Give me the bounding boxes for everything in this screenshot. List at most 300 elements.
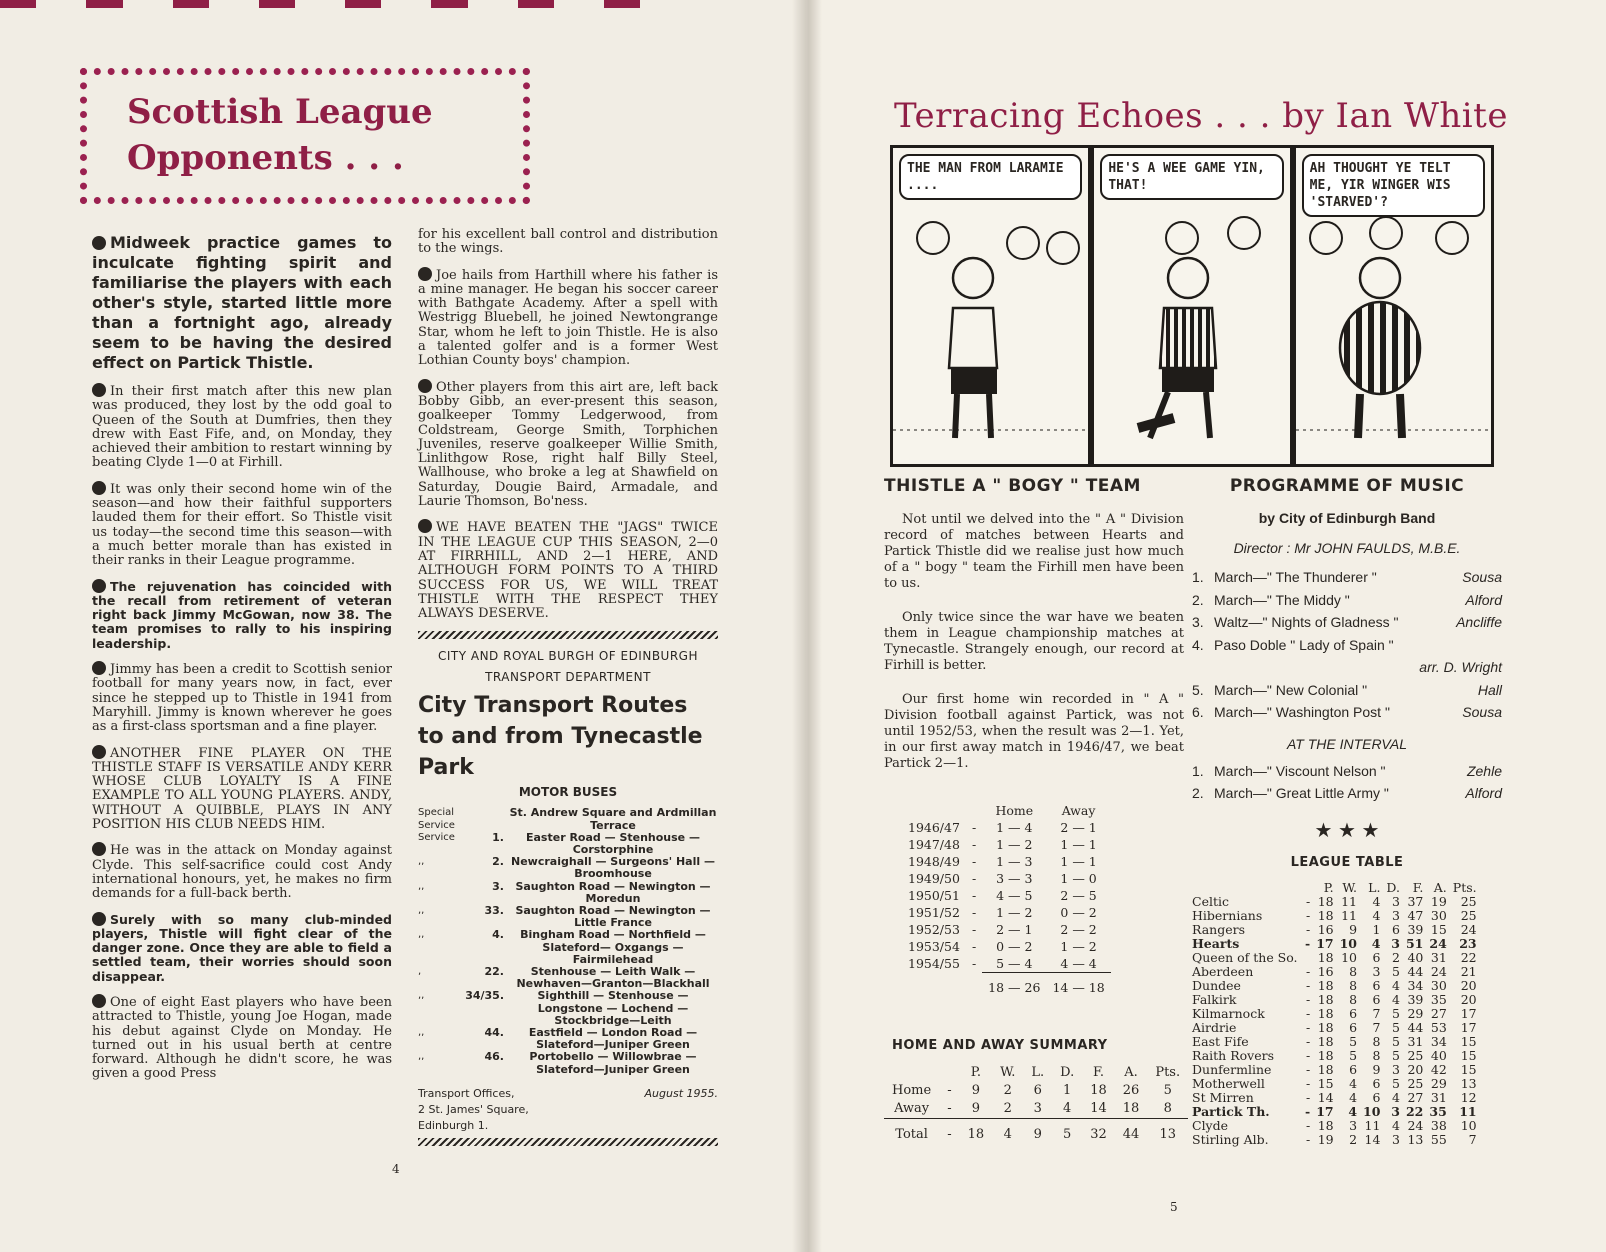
table-cell: 34 (1430, 1033, 1447, 1049)
speech-bubble-3: AH THOUGHT YE TELT ME, YIR WINGER WIS 'STARVED'? (1302, 154, 1485, 217)
table-cell: 8 (1349, 977, 1358, 993)
table-cell: 30 (1430, 977, 1447, 993)
table-cell: 2 — 5 (1060, 888, 1097, 903)
route-text: Eastfield — London Road — Slateford—Juniper Green (528, 1025, 698, 1052)
table-cell: 18 (1317, 1061, 1334, 1077)
table-cell: 22 (1405, 1103, 1424, 1119)
top-decoration (0, 0, 640, 8)
table-cell: 19 (1430, 893, 1447, 909)
table-cell: 1950/51 (908, 888, 960, 903)
team-name: Aberdeen (1192, 963, 1254, 979)
page-number: 5 (1170, 1200, 1178, 1214)
table-cell: 1 — 2 (996, 837, 1033, 852)
team-name: Kilmarnock (1192, 1005, 1265, 1021)
article-paragraph: for his excellent ball control and distribution to the wings. (418, 227, 718, 257)
table-row (884, 1100, 1188, 1119)
bullet-icon (92, 661, 106, 675)
table-cell: 17 (1316, 935, 1334, 951)
table-cell: 18 (1317, 907, 1334, 923)
list-item (1192, 760, 1502, 783)
speech-bubble-2: HE'S A WEE GAME YIN, THAT! (1100, 154, 1283, 200)
table-cell: 18 (1317, 1117, 1334, 1133)
table-header: L. (1368, 879, 1381, 895)
table-row (1192, 1021, 1480, 1035)
table-cell: 10 (1341, 949, 1358, 965)
table-row (1192, 909, 1480, 923)
article-paragraph: Jimmy has been a credit to Scottish senior football for many years now, in fact, ever since he stepped up to Thistle in 1941 from Maryhill. Jimmy is known wherever he goes as a first-class sportsman and a fine player. (92, 662, 392, 735)
table-cell: 6 (1033, 1082, 1042, 1098)
table-cell: - (1305, 1047, 1311, 1063)
table-cell: - (1305, 991, 1311, 1007)
table-cell: 4 (1372, 907, 1381, 923)
team-name: Dunfermline (1192, 1061, 1272, 1077)
route-row (418, 807, 718, 831)
table-cell: 6 (1392, 921, 1400, 937)
cartoon-panel-2 (1094, 148, 1295, 464)
transport-subtitle: MOTOR BUSES (518, 785, 618, 800)
route-number: 2. (492, 855, 504, 869)
bullet-icon (92, 994, 106, 1008)
table-cell: - (971, 871, 977, 886)
table-cell: 1948/49 (908, 854, 960, 869)
item-title (1214, 656, 1419, 679)
table-row (1192, 1035, 1480, 1049)
cartoon-panel-3 (1296, 148, 1491, 464)
table-cell: 9 (971, 1100, 980, 1116)
table-cell: - (971, 820, 977, 835)
table-cell: - (1305, 1019, 1311, 1035)
item-number (1192, 656, 1214, 679)
bullet-icon (92, 842, 106, 856)
table-header: Home (995, 803, 1034, 818)
table-cell: 11 (1459, 1103, 1477, 1119)
table-cell: 34 (1407, 977, 1424, 993)
table-cell: 4 (1392, 1089, 1400, 1105)
team-name: Stirling Alb. (1192, 1131, 1269, 1147)
bogy-heading: THISTLE A " BOGY " TEAM (884, 476, 1141, 496)
route-number: 33. (484, 903, 504, 917)
route-tag: ,, (418, 1026, 425, 1038)
table-cell: 0 — 2 (1060, 905, 1097, 920)
route-text: Bingham Road — Northfield — Slateford— Oxgangs — Fairmilehead (520, 928, 706, 966)
table-cell: - (1305, 977, 1311, 993)
table-cell: 4 (1372, 893, 1381, 909)
table-cell (1302, 951, 1313, 965)
table-cell: 18 (1122, 1100, 1140, 1116)
bullet-icon (92, 481, 106, 495)
table-cell: - (1305, 1075, 1311, 1091)
bullet-icon (92, 383, 106, 397)
table-cell: 40 (1407, 949, 1424, 965)
table-cell: 42 (1430, 1061, 1447, 1077)
route-tag: ,, (418, 856, 425, 868)
table-cell: 13 (1460, 1075, 1477, 1091)
table-row (1192, 1133, 1480, 1147)
summary-table (884, 1064, 1188, 1145)
route-row (418, 966, 718, 990)
table-cell: 22 (1460, 949, 1477, 965)
table-cell: 27 (1407, 1089, 1424, 1105)
table-cell: 4 (1392, 977, 1400, 993)
page-title-line1: Scottish League (127, 92, 433, 132)
table-cell: - (1305, 893, 1311, 909)
table-cell: - (1305, 1061, 1311, 1077)
table-header: D. (1386, 879, 1400, 895)
item-title: March—" Great Little Army " (1214, 785, 1389, 801)
table-cell: 5 (1392, 1075, 1400, 1091)
page-title: Terracing Echoes . . . by Ian White (894, 96, 1508, 136)
table-cell: 1 — 2 (996, 905, 1033, 920)
table-row (1192, 937, 1480, 951)
table-cell: 6 (1372, 991, 1381, 1007)
team-name: Celtic (1192, 893, 1229, 909)
music-heading: PROGRAMME OF MUSIC (1229, 476, 1465, 496)
right-page (806, 0, 1606, 1252)
table-cell: 18 (1317, 1033, 1334, 1049)
item-number: 3. (1192, 614, 1204, 630)
table-cell: 44 (1122, 1127, 1140, 1142)
article-paragraph: ANOTHER FINE PLAYER ON THE THISTLE STAFF IS VERSATILE ANDY KERR WHOSE CLUB LOYALTY IS A FINE EXAMPLE TO ALL YOUNG PLAYERS. ANDY, WITHOUT A QUIBBLE, PLAYS IN ANY POSITION HIS CLUB NEEDS HIM. (92, 745, 392, 833)
table-cell: 14 (1090, 1100, 1107, 1116)
table-header: D. (1060, 1064, 1075, 1080)
team-name: Falkirk (1192, 991, 1237, 1007)
table-cell: 18 (1317, 977, 1334, 993)
item-title: March—" Viscount Nelson " (1214, 762, 1386, 779)
table-cell: 5 (1349, 1033, 1358, 1049)
table-cell: 4 (1003, 1127, 1012, 1142)
table-cell: 1 — 0 (1060, 871, 1097, 886)
table-row (1192, 895, 1480, 909)
table-cell: 5 (1349, 1047, 1358, 1063)
table-cell: 25 (1460, 907, 1477, 923)
table-cell: 4 (1349, 1075, 1358, 1091)
team-name: Motherwell (1192, 1075, 1265, 1091)
route-number: 46. (484, 1050, 504, 1064)
article-column-2 (418, 228, 718, 1156)
band-name: by City of Edinburgh Band (1258, 510, 1436, 526)
route-row (418, 1051, 718, 1075)
table-header: L. (1031, 1064, 1045, 1080)
table-cell: 20 (1407, 1061, 1424, 1077)
table-header: Away (1061, 803, 1096, 818)
route-row (418, 990, 718, 1027)
league-table (1192, 881, 1480, 1147)
table-header: Pts. (1155, 1064, 1181, 1080)
article-paragraph: The rejuvenation has coincided with the recall from retirement of veteran right back Jimmy McGowan, now 38. The team promises to rally to his inspiring leadership. (92, 578, 392, 651)
table-cell: 17 (1316, 1103, 1334, 1119)
table-cell: 2 (1349, 1131, 1358, 1147)
table-row (1192, 1105, 1480, 1119)
table-row (1192, 1077, 1480, 1091)
table-row (902, 938, 1111, 955)
table-cell: 30 (1430, 907, 1447, 923)
table-cell: 15 (1460, 1061, 1477, 1077)
table-cell: - (947, 1127, 952, 1142)
route-number: 4. (492, 928, 504, 942)
item-title: March—" Washington Post " (1214, 704, 1390, 720)
table-cell: - (1305, 1033, 1311, 1049)
route-number: 3. (492, 879, 504, 893)
transport-org-line2: TRANSPORT DEPARTMENT (485, 669, 651, 684)
table-header: Pts. (1452, 879, 1477, 895)
table-cell: 1 — 2 (1060, 939, 1097, 954)
table-cell: 2 — 2 (1060, 922, 1097, 937)
item-number: 5. (1192, 681, 1204, 698)
table-cell: 44 (1407, 963, 1424, 979)
item-number: 2. (1192, 591, 1204, 608)
transport-org-line1: CITY AND ROYAL BURGH OF EDINBURGH (437, 649, 699, 664)
table-cell: 11 (1364, 1117, 1381, 1133)
route-text: St. Andrew Square and Ardmillan Terrace (509, 806, 717, 832)
table-cell: 1 — 3 (996, 854, 1033, 869)
route-tag: ,, (418, 1051, 425, 1063)
table-cell: 1 (1063, 1082, 1072, 1098)
table-cell: - (971, 888, 977, 903)
route-number: 34/35. (465, 989, 504, 1003)
table-cell: 13 (1159, 1127, 1176, 1142)
table-cell: 3 (1392, 893, 1400, 909)
article-paragraph: In their first match after this new plan was produced, they lost by the odd goal to Queen of the South at Dumfries, then they drew with East Fife, and, on Monday, they achieved their ambition to restart winning by beating Clyde 1—0 at Firhill. (92, 384, 392, 471)
table-cell: 15 (1460, 1033, 1477, 1049)
table-cell: 10 (1339, 935, 1358, 951)
bullet-icon (418, 267, 432, 281)
list-item (1192, 589, 1502, 612)
team-name: Queen of the So. (1192, 949, 1298, 965)
music-column (1192, 478, 1502, 1147)
director: Director : Mr JOHN FAULDS, M.B.E. (1233, 540, 1461, 556)
table-cell: 2 (1003, 1082, 1012, 1098)
route-text: Sighthill — Stenhouse — Longstone — Lochend — Stockbridge—Leith (537, 989, 689, 1027)
interval-list (1192, 760, 1502, 805)
table-cell: - (1305, 935, 1311, 951)
route-tag: Service (418, 831, 455, 843)
table-cell: 18 (1317, 949, 1334, 965)
table-cell: 4 (1348, 1103, 1358, 1119)
cartoon-strip (890, 145, 1494, 467)
list-item (1192, 634, 1502, 657)
table-cell: 4 (1371, 935, 1381, 951)
page-number: 4 (392, 1162, 400, 1176)
title-box (80, 68, 530, 204)
item-title: Paso Doble " Lady of Spain " (1214, 636, 1394, 653)
route-text: Portobello — Willowbrae — Slateford—Juniper Green (529, 1050, 697, 1076)
table-cell: 25 (1407, 1075, 1424, 1091)
table-row (1192, 1007, 1480, 1021)
table-cell: - (1305, 963, 1311, 979)
table-row (902, 853, 1111, 870)
team-name: Raith Rovers (1192, 1047, 1274, 1063)
table-header: P. (1323, 879, 1334, 895)
table-row (1192, 993, 1480, 1007)
item-composer: Sousa (1462, 704, 1502, 720)
table-cell: - (971, 922, 977, 937)
table-cell: 0 — 2 (996, 939, 1033, 954)
item-number: 6. (1192, 704, 1204, 720)
article-paragraph: Surely with so many club-minded players, Thistle will fight clear of the danger zone. Once they are able to field a settled team, their worries should soon disappear. (92, 911, 392, 984)
footer-address: Edinburgh 1. (418, 1118, 489, 1132)
route-tag: ,, (418, 904, 425, 916)
table-cell: 7 (1372, 1019, 1381, 1035)
team-name: St Mirren (1192, 1089, 1254, 1105)
table-cell: 32 (1090, 1127, 1107, 1142)
table-cell: 5 (1392, 1019, 1400, 1035)
table-cell: 6 (1349, 1005, 1358, 1021)
table-cell: 6 (1349, 1061, 1358, 1077)
speech-bubble-1: THE MAN FROM LARAMIE .... (899, 154, 1082, 200)
table-row (902, 904, 1111, 921)
item-composer: Hall (1477, 681, 1502, 698)
table-cell: 14 (1317, 1089, 1334, 1105)
table-cell: 31 (1407, 1033, 1424, 1049)
table-cell: 8 (1372, 1033, 1381, 1049)
team-name: East Fife (1192, 1033, 1249, 1049)
table-cell: 9 (1349, 921, 1358, 937)
total-home: 18 — 26 (988, 979, 1041, 995)
table-row (1192, 951, 1480, 965)
table-cell: 7 (1372, 1005, 1381, 1021)
table-cell: - (971, 837, 977, 852)
table-cell: 1946/47 (908, 820, 960, 835)
table-cell: 27 (1430, 1005, 1447, 1021)
route-list (418, 807, 718, 1075)
table-cell: 8 (1349, 963, 1358, 979)
table-cell: 39 (1407, 921, 1424, 937)
table-cell: 3 (1392, 1131, 1400, 1147)
table-cell: 3 (1391, 1103, 1400, 1119)
table-cell: 3 (1349, 1117, 1358, 1133)
table-header: F. (1412, 879, 1424, 895)
table-row (902, 836, 1111, 853)
item-number: 1. (1192, 569, 1204, 585)
table-row (902, 870, 1111, 887)
route-row (418, 905, 718, 929)
bullet-icon (92, 912, 106, 926)
table-cell: 8 (1349, 991, 1358, 1007)
total-away: 14 — 18 (1052, 979, 1105, 995)
item-composer: arr. D. Wright (1419, 659, 1502, 675)
table-cell: 5 (1392, 1033, 1400, 1049)
route-tag: ,, (418, 929, 425, 941)
list-item (1192, 782, 1502, 805)
item-composer: Ancliffe (1456, 614, 1502, 630)
bullet-icon (92, 579, 106, 593)
table-cell: 3 (1391, 935, 1400, 951)
route-text: Easter Road — Stenhouse — Corstorphine (526, 830, 700, 856)
table-cell: - (1305, 1131, 1311, 1147)
table-cell: 23 (1459, 935, 1477, 951)
table-cell: 1 (1372, 921, 1381, 937)
league-heading: LEAGUE TABLE (1290, 854, 1404, 870)
article-column-1 (92, 233, 392, 1092)
table-row (1192, 979, 1480, 993)
table-cell: 17 (1460, 1019, 1477, 1035)
table-cell: 18 (1317, 1005, 1334, 1021)
table-cell: 18 (967, 1127, 985, 1142)
table-cell: 1953/54 (908, 939, 960, 954)
table-cell: 40 (1430, 1047, 1447, 1063)
table-cell: 5 (1392, 963, 1400, 979)
table-cell: 4 — 4 (1060, 956, 1097, 971)
page-title-line2: Opponents . . . (127, 138, 404, 178)
table-row (1192, 1091, 1480, 1105)
route-row (418, 856, 718, 880)
table-cell: 2 — 1 (996, 922, 1033, 937)
table-cell: 6 (1372, 949, 1381, 965)
list-item (1192, 656, 1502, 679)
table-cell: 24 (1429, 935, 1447, 951)
route-row (418, 832, 718, 856)
interval-heading: AT THE INTERVAL (1286, 735, 1408, 752)
table-cell: 18 (1317, 991, 1334, 1007)
table-header: A. (1124, 1064, 1138, 1080)
table-cell: 13 (1407, 1131, 1424, 1147)
route-row (418, 929, 718, 966)
table-cell: 6 (1349, 1019, 1358, 1035)
table-cell: 10 (1460, 1117, 1477, 1133)
table-cell: - (1305, 921, 1311, 937)
table-cell: 4 (1063, 1100, 1072, 1116)
table-cell: 29 (1407, 1005, 1424, 1021)
article-paragraph: One of eight East players who have been attracted to Thistle, young Joe Hogan, made his debut against Clyde on Monday. He turned out in his usual berth at centre forward. Although he didn't score, he was given a good Press (92, 994, 392, 1082)
table-cell: 31 (1430, 949, 1447, 965)
table-cell: 3 (1392, 907, 1400, 923)
route-text: Newcraighall — Surgeons' Hall —Broomhouse (511, 855, 715, 881)
route-text: Stenhouse — Leith Walk — Newhaven—Granton—Blackhall (516, 964, 710, 991)
bullet-icon (92, 745, 106, 759)
table-cell: 44 (1407, 1019, 1424, 1035)
table-header: P. (970, 1064, 981, 1080)
table-cell: 24 (1460, 921, 1477, 937)
table-cell: Home (892, 1082, 932, 1098)
route-text: Saughton Road — Newington — Little France (515, 903, 711, 930)
item-composer: Alford (1465, 591, 1502, 608)
table-cell: 15 (1317, 1075, 1334, 1091)
table-cell: 9 (1372, 1061, 1381, 1077)
table-cell: - (947, 1100, 952, 1116)
table-cell: 47 (1407, 907, 1424, 923)
team-name: Hibernians (1192, 907, 1263, 923)
table-row (902, 819, 1111, 836)
table-header: F. (1092, 1064, 1105, 1080)
book-spine (792, 0, 822, 1252)
table-row (1192, 1049, 1480, 1063)
route-tag: , (418, 965, 422, 977)
table-cell: 1951/52 (908, 905, 960, 920)
item-number: 4. (1192, 636, 1204, 653)
divider (418, 1138, 718, 1146)
table-cell: 3 (1033, 1100, 1042, 1116)
route-text: Saughton Road — Newington — Moredun (515, 879, 711, 905)
item-composer: Zehle (1466, 762, 1502, 779)
table-cell: 35 (1429, 1103, 1447, 1119)
bogy-paragraph: Not until we delved into the " A " Division record of matches between Hearts and Partick Thistle did we realise just how much of a " bogy " team the Firhill men have been to us. (884, 512, 1184, 591)
divider (418, 631, 718, 639)
table-cell: 37 (1407, 893, 1424, 909)
table-cell: 26 (1122, 1082, 1140, 1098)
table-cell: - (1305, 907, 1311, 923)
table-cell: 29 (1430, 1075, 1447, 1091)
table-cell: 11 (1341, 893, 1358, 909)
team-name: Rangers (1192, 921, 1245, 937)
table-cell: 8 (1163, 1100, 1172, 1116)
table-cell: 18 (1317, 1019, 1334, 1035)
table-cell: 53 (1430, 1019, 1447, 1035)
article-lead: Midweek practice games to inculcate fighting spirit and familiarise the players with each other's style, started little more than a fortnight ago, already seem to be having the desired effect on Partick Thistle. (92, 233, 392, 372)
table-cell: 3 — 3 (996, 871, 1033, 886)
table-cell: 6 (1372, 977, 1381, 993)
table-cell: 2 (1392, 949, 1400, 965)
table-cell: 9 (971, 1082, 980, 1098)
